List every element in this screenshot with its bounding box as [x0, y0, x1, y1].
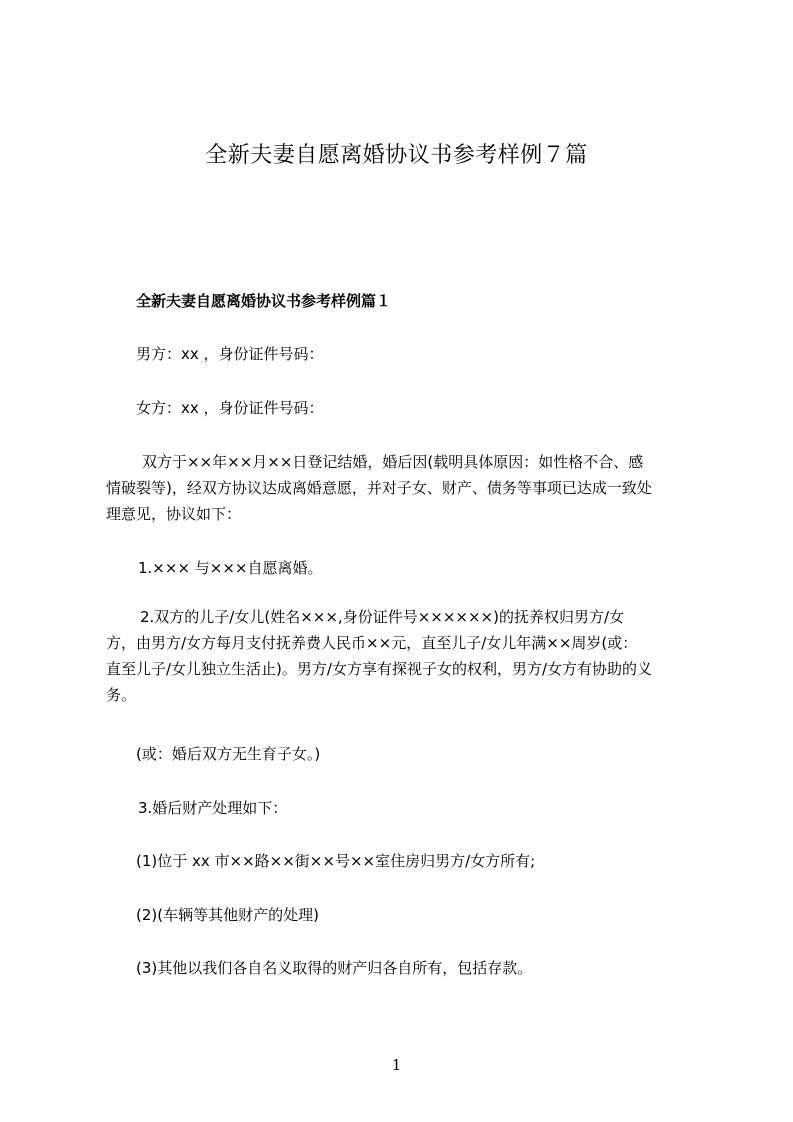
clause-2-line-2: 方，由男方/女方每月支付抚养费人民币××元，直至儿子/女儿年满××周岁(或：: [106, 634, 638, 652]
intro-line-3: 理意见，协议如下：: [106, 505, 242, 523]
clause-3-sub-3: (3)其他以我们各自名义取得的财产归各自所有，包括存款。: [136, 959, 533, 977]
clause-3-sub-2: (2)(车辆等其他财产的处理): [136, 906, 319, 924]
intro-paragraph: [106, 449, 704, 527]
document-title: 全新夫妻自愿离婚协议书参考样例７篇: [205, 143, 588, 168]
clause-3-sub-1: (1)位于 xx 市××路××街××号××室住房归男方/女方所有;: [136, 852, 536, 870]
clause-2-line-4: 务。: [106, 686, 137, 704]
section-heading: 全新夫妻自愿离婚协议书参考样例篇１: [136, 292, 392, 310]
clause-2: [106, 604, 704, 708]
clause-3: 3.婚后财产处理如下：: [138, 799, 288, 817]
clause-1: 1.××× 与×××自愿离婚。: [138, 559, 323, 577]
clause-2-line-1: 2.双方的儿子/女儿(姓名×××,身份证件号××××××)的抚养权归男方/女: [140, 608, 625, 626]
clause-2-line-3: 直至儿子/女儿独立生活止)。男方/女方享有探视子女的权利，男方/女方有协助的义: [106, 660, 653, 678]
intro-line-1: 双方于××年××月××日登记结婚，婚后因(载明具体原因：如性格不合、感: [142, 453, 644, 471]
page-number: 1: [391, 1056, 402, 1074]
clause-2-alternative: (或：婚后双方无生育子女。): [136, 745, 321, 763]
male-party-line: 男方：xx ，身份证件号码：: [136, 345, 324, 363]
female-party-line: 女方：xx ，身份证件号码：: [136, 399, 324, 417]
intro-line-2: 情破裂等)，经双方协议达成离婚意愿，并对子女、财产、债务等事项已达成一致处: [106, 479, 652, 497]
